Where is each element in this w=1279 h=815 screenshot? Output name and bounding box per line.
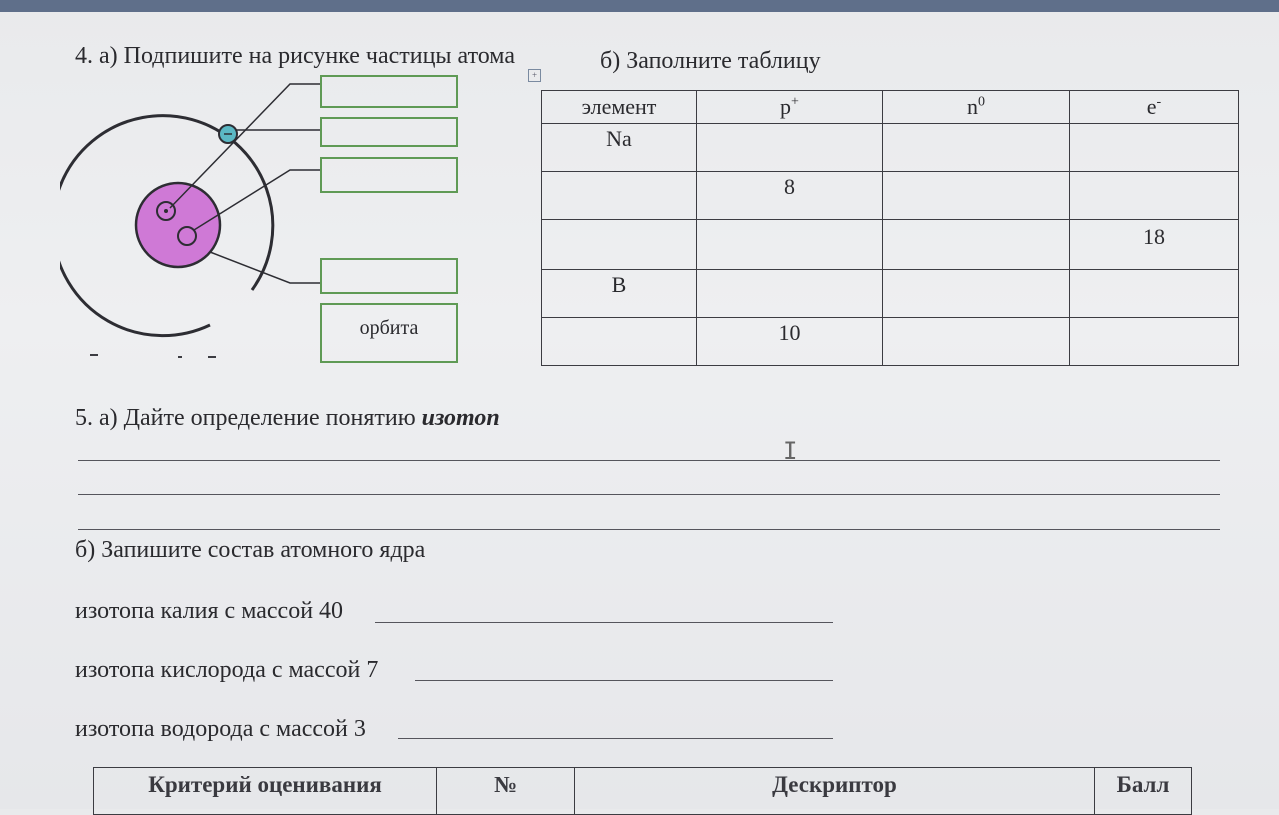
- q4a-instruction: 4. а) Подпишите на рисунке частицы атома: [75, 43, 515, 69]
- criteria-header-criterion: Критерий оценивания: [94, 768, 437, 815]
- table-cell[interactable]: 18: [1070, 220, 1239, 270]
- window-top-bar: [0, 0, 1279, 12]
- table-cell[interactable]: [697, 220, 883, 270]
- label-box-orbit-text: орбита: [359, 317, 419, 339]
- table-row: [542, 124, 1239, 172]
- q4b-instruction: б) Заполните таблицу: [600, 48, 821, 74]
- criteria-header-number: №: [437, 768, 575, 815]
- q5a-text: 5. а) Дайте определение понятию: [75, 405, 416, 431]
- table-cell[interactable]: [542, 220, 697, 270]
- isotope-oxygen-label: изотопа кислорода с массой 7: [75, 657, 379, 683]
- answer-line-oxygen[interactable]: [415, 680, 833, 681]
- label-box-3[interactable]: [320, 157, 458, 193]
- answer-line-2[interactable]: [78, 494, 1220, 495]
- table-cell[interactable]: B: [542, 270, 697, 318]
- table-cell[interactable]: [883, 124, 1070, 172]
- criteria-header-score: Балл: [1095, 768, 1192, 815]
- criteria-header-descriptor: Дескриптор: [575, 768, 1095, 815]
- table-cell[interactable]: [883, 270, 1070, 318]
- isotope-potassium-label: изотопа калия с массой 40: [75, 598, 344, 624]
- answer-line-potassium[interactable]: [375, 622, 833, 623]
- q5a-term: изотоп: [421, 405, 500, 431]
- header-protons: p+: [697, 91, 883, 124]
- table-cell[interactable]: [697, 270, 883, 318]
- text-cursor-icon: I: [783, 437, 798, 465]
- table-cell[interactable]: [542, 318, 697, 366]
- table-row: [542, 270, 1239, 318]
- table-cell[interactable]: [883, 172, 1070, 220]
- header-element: элемент: [542, 91, 697, 124]
- q5a-instruction: [75, 404, 500, 432]
- table-row: [542, 220, 1239, 270]
- label-box-orbit[interactable]: [320, 303, 458, 363]
- element-table: [541, 90, 1239, 366]
- table-row: [542, 172, 1239, 220]
- criteria-table: [93, 767, 1192, 815]
- table-cell[interactable]: [1070, 172, 1239, 220]
- label-box-1[interactable]: [320, 75, 458, 108]
- nucleus: [136, 183, 220, 267]
- answer-line-hydrogen[interactable]: [398, 738, 833, 739]
- element-table-header-row: [542, 91, 1239, 124]
- table-cell[interactable]: [1070, 270, 1239, 318]
- header-electrons: e-: [1070, 91, 1239, 124]
- table-cell[interactable]: [1070, 124, 1239, 172]
- table-cell[interactable]: [542, 172, 697, 220]
- table-cell[interactable]: [883, 220, 1070, 270]
- table-move-handle-icon[interactable]: +: [528, 69, 541, 82]
- atom-diagram: [60, 70, 320, 370]
- isotope-hydrogen-label: изотопа водорода с массой 3: [75, 716, 366, 742]
- label-box-4[interactable]: [320, 258, 458, 294]
- table-cell[interactable]: [883, 318, 1070, 366]
- label-box-2[interactable]: [320, 117, 458, 147]
- table-cell[interactable]: 8: [697, 172, 883, 220]
- criteria-header-row: [94, 768, 1192, 815]
- table-row: [542, 318, 1239, 366]
- table-cell[interactable]: Na: [542, 124, 697, 172]
- q5b-instruction: б) Запишите состав атомного ядра: [75, 537, 426, 563]
- table-cell[interactable]: 10: [697, 318, 883, 366]
- answer-line-3[interactable]: [78, 529, 1220, 530]
- table-cell[interactable]: [697, 124, 883, 172]
- answer-line-1[interactable]: [78, 460, 1220, 461]
- header-neutrons: $n^0$: [883, 91, 1070, 124]
- table-cell[interactable]: [1070, 318, 1239, 366]
